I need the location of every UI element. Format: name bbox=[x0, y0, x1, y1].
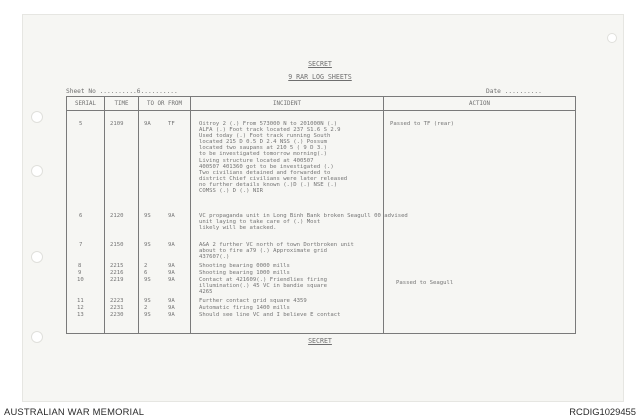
incident-cell: Oitroy 2 (.) From 573000 N to 201000N (.) ALFA (.) Foot track located 237 S1.6 S 2.9 Used today (.) Foot track running South located 215 D 0.5 D 2.4 NSS (.) Possum located two saupans at 210 5 ( 9 D 3.) to be investigated tomorrow morning(.) Living structure located at 400507 400507 401360 got to be investigated (.) Two civilians detained and forwarded to district Chief civilians were later released no further details known (.)D (.) NSE (.) COMSS (.) D (.) NIR bbox=[199, 121, 348, 195]
time-cell: 2230 bbox=[110, 312, 124, 318]
header-incident: INCIDENT bbox=[273, 101, 301, 107]
from-cell: 9A bbox=[168, 277, 175, 283]
serial-cell: 7 bbox=[79, 242, 83, 248]
table-left-border bbox=[66, 96, 67, 334]
to-cell: 9S bbox=[144, 277, 151, 283]
table-header-divider bbox=[66, 110, 576, 111]
to-cell: 9S bbox=[144, 242, 151, 248]
action-cell: Passed to TF (rear) bbox=[390, 121, 454, 127]
from-cell: 9A bbox=[168, 298, 175, 304]
archive-source-label: AUSTRALIAN WAR MEMORIAL bbox=[4, 406, 145, 417]
serial-cell: 12 bbox=[77, 305, 84, 311]
incident-cell: Should see line VC and I believe E contact bbox=[199, 312, 341, 318]
serial-cell: 6 bbox=[79, 213, 83, 219]
time-cell: 2120 bbox=[110, 213, 124, 219]
incident-cell: Shooting bearing 0000 mills bbox=[199, 263, 290, 269]
column-divider bbox=[104, 96, 105, 334]
punch-hole bbox=[31, 165, 43, 177]
header-time: TIME bbox=[114, 101, 129, 107]
serial-cell: 13 bbox=[77, 312, 84, 318]
time-cell: 2231 bbox=[110, 305, 124, 311]
incident-cell: Automatic firing 1400 mills bbox=[199, 305, 290, 311]
to-cell: 2 bbox=[144, 305, 148, 311]
from-cell: TF bbox=[168, 121, 175, 127]
to-cell: 6 bbox=[144, 270, 148, 276]
date-field: Date .......... bbox=[486, 88, 542, 95]
classification-bottom: SECRET bbox=[308, 337, 332, 345]
serial-cell: 5 bbox=[79, 121, 83, 127]
time-cell: 2216 bbox=[110, 270, 124, 276]
from-cell: 9A bbox=[168, 270, 175, 276]
header-action: ACTION bbox=[469, 101, 490, 107]
time-cell: 2215 bbox=[110, 263, 124, 269]
serial-cell: 10 bbox=[77, 277, 84, 283]
from-cell: 9A bbox=[168, 305, 175, 311]
punch-hole bbox=[31, 111, 43, 123]
to-cell: 2 bbox=[144, 263, 148, 269]
header-to-from: TO OR FROM bbox=[147, 101, 182, 107]
time-cell: 2223 bbox=[110, 298, 124, 304]
table-top-border bbox=[66, 96, 576, 97]
document-title: 9 RAR LOG SHEETS bbox=[288, 73, 352, 81]
from-cell: 9A bbox=[168, 213, 175, 219]
to-cell: 9A bbox=[144, 121, 151, 127]
classification-top: SECRET bbox=[308, 60, 332, 68]
time-cell: 2150 bbox=[110, 242, 124, 248]
punch-hole bbox=[607, 33, 617, 43]
archive-id-label: RCDIG1029455 bbox=[569, 406, 636, 417]
from-cell: 9A bbox=[168, 312, 175, 318]
serial-cell: 9 bbox=[78, 270, 82, 276]
action-cell: Passed to Seagull bbox=[396, 280, 454, 286]
header-serial: SERIAL bbox=[75, 101, 96, 107]
incident-cell: A&A 2 further VC north of town Dortbroken unit about to fire a79 (.) Approximate grid 437607(.) bbox=[199, 242, 354, 261]
from-cell: 9A bbox=[168, 242, 175, 248]
time-cell: 2219 bbox=[110, 277, 124, 283]
column-divider bbox=[190, 96, 191, 334]
incident-cell: Further contact grid square 4359 bbox=[199, 298, 307, 304]
serial-cell: 8 bbox=[78, 263, 82, 269]
sheet-number: Sheet No ..........6.......... bbox=[66, 88, 178, 95]
table-right-border bbox=[575, 96, 576, 334]
to-cell: 9S bbox=[144, 298, 151, 304]
to-cell: 9S bbox=[144, 213, 151, 219]
incident-cell: VC propaganda unit in Long Binh Bank broken Seagull 00 advised unit laying to take care of (.) Most likely will be atacked. bbox=[199, 213, 408, 232]
table-bottom-border bbox=[66, 333, 576, 334]
incident-cell: Shooting bearing 1000 mills bbox=[199, 270, 290, 276]
punch-hole bbox=[31, 251, 43, 263]
incident-cell: Contact at 421609(.) Friendlies firing illumination(.) 45 VC in bandie square 4265 bbox=[199, 277, 327, 296]
serial-cell: 11 bbox=[77, 298, 84, 304]
from-cell: 9A bbox=[168, 263, 175, 269]
column-divider bbox=[138, 96, 139, 334]
time-cell: 2109 bbox=[110, 121, 124, 127]
to-cell: 9S bbox=[144, 312, 151, 318]
